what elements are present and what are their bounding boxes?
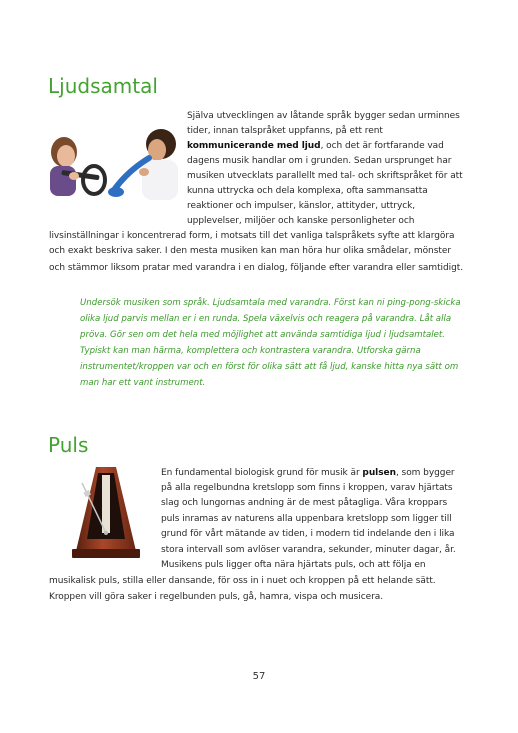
body-line: musikalisk puls, stilla eller dansande, för oss in i nuet och kroppen på ett helande sätt.	[49, 576, 436, 586]
body-line: Kroppen vill göra saker i regelbunden puls, gå, hamra, vispa och musicera.	[49, 592, 384, 602]
exercise-line: olika ljud parvis mellan er i en runda. Spela växelvis och reagera på varandra. Låt alla	[80, 314, 452, 324]
body-line: En fundamental biologisk grund för musik är pulsen, som bygger	[161, 468, 455, 478]
metronome-photo	[70, 463, 142, 561]
body-line: kunna uttrycka och dela komplexa, ofta sammansatta	[187, 186, 428, 196]
exercise-line: Typiskt kan man härma, komplettera och kontrastera varandra. Utforska gärna	[80, 346, 421, 356]
body-line: kommunicerande med ljud, och det är fortfarande vad	[187, 141, 444, 151]
body-line: grund för vårt mätande av tiden, i modern tid indelande den i lika	[161, 529, 455, 539]
body-line: på alla regelbundna kretslopp som finns i kroppen, varav hjärtats	[161, 483, 453, 493]
exercise-line: man har ett vant instrument.	[80, 378, 206, 388]
body-line: tider, innan talspråket uppfanns, på ett rent	[187, 126, 383, 136]
body-line: reaktioner och impulser, känslor, attityder, uttryck,	[187, 201, 416, 211]
body-line: livsinställningar i koncentrerad form, i motsats till det vanliga talspråkets syfte att klargöra	[49, 231, 455, 241]
exercise-line: Undersök musiken som språk. Ljudsamtala med varandra. Först kan ni ping-pong-skicka	[80, 298, 461, 308]
page-number: 57	[252, 671, 266, 682]
body-line: stora intervall som avlöser varandra, sekunder, minuter dagar, år.	[161, 545, 456, 555]
body-line: upplevelser, miljöer och kanske personligheter och	[187, 216, 415, 226]
emphasis-text: pulsen	[362, 468, 396, 478]
body-line: Själva utvecklingen av låtande språk bygger sedan urminnes	[187, 111, 460, 121]
section-title-ljudsamtal: Ljudsamtal	[48, 74, 158, 98]
body-line: puls inramas av naturens alla uppenbara kretslopp som ligger till	[161, 514, 452, 524]
body-line: Musikens puls ligger ofta nära hjärtats puls, och att följa en	[161, 560, 426, 570]
exercise-line: pröva. Gör sen om det hela med möjlighet att använda samtidiga ljud i ljudsamtalet.	[80, 330, 446, 340]
children-playing-instruments-photo	[44, 126, 180, 208]
body-line: slag och lungornas andning är de mest påtagliga. Våra kroppars	[161, 498, 448, 508]
body-line: och stämmor liksom pratar med varandra i en dialog, följande efter varandra eller samtidigt.	[49, 263, 464, 273]
body-line: musiken utvecklats parallellt med tal- och skriftspråket för att	[187, 171, 463, 181]
section-title-puls: Puls	[48, 433, 89, 457]
exercise-line: instrumentet/kroppen var och en först för olika sätt att få ljud, kanske hitta nya sätt om	[80, 362, 459, 372]
emphasis-text: kommunicerande med ljud	[187, 141, 321, 151]
body-line: och exakt beskriva saker. I den mesta musiken kan man höra hur olika smådelar, mönster	[49, 246, 451, 256]
body-line: dagens musik handlar om i grunden. Sedan ursprunget har	[187, 156, 452, 166]
